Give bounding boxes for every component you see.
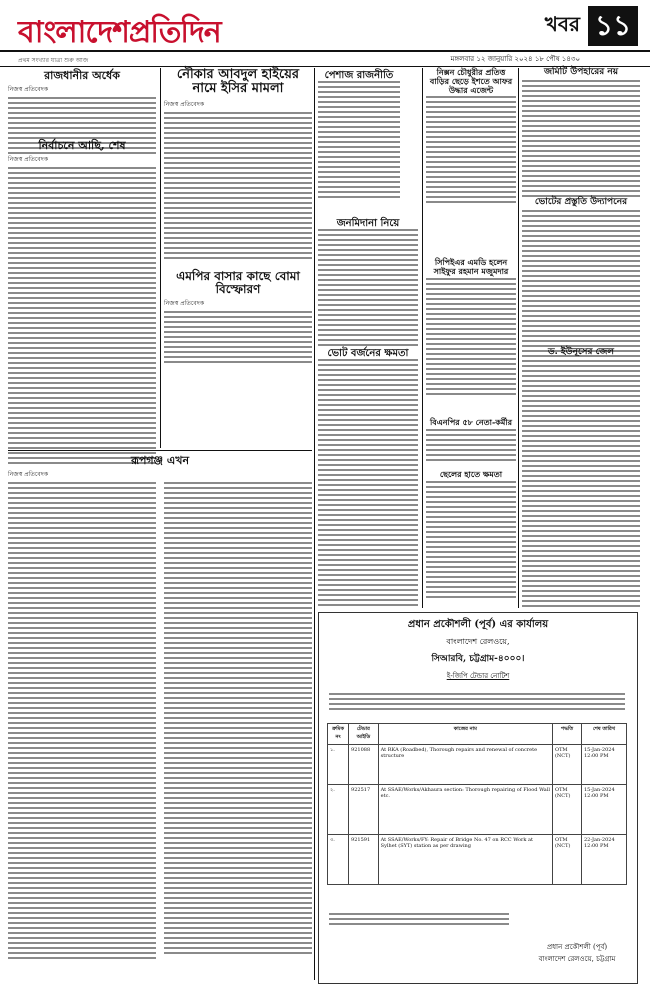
article-body [164,112,312,262]
cell: ৩. [328,835,349,885]
tender-table [327,723,627,885]
column-rule [160,68,161,448]
col-header: শেষ তারিখ [581,724,626,745]
article-a13 [8,455,312,992]
article-a7 [318,218,418,349]
col-header: পদ্ধতি [552,724,581,745]
table-row [328,835,627,885]
cell: 15-Jan-2024 12:00 PM [581,745,626,785]
headline: নৌকার আবদুল হাইয়ের নামে ইসির মামলা [176,67,300,97]
issue-date: মঙ্গলবার ১২ জানুয়ারি ২০২৪ ১৮ পৌষ ১৪৩০ [450,55,580,63]
headline: পেশাজ রাজনীতি [324,70,394,81]
article-a6 [522,68,640,200]
headline: রূপগঞ্জ এখন [130,454,190,467]
column-rule [314,68,315,980]
headline: ছেলের হাতে ক্ষমতা [439,469,503,479]
article-a9 [164,270,312,366]
cell: OTM (NCT) [552,745,581,785]
byline: নিজস্ব প্রতিবেদক [8,471,49,479]
signature-block [537,941,617,965]
cell: 921088 [349,745,379,785]
article-a8 [522,198,640,360]
cell: ১. [328,745,349,785]
cell: At SSAE/Works/Akhaura section: Thorough repairing of Flood Wall etc. [378,785,552,835]
headline: জনমিদানা নিয়ে [336,218,400,229]
article-a12 [522,348,640,610]
column-rule [518,68,519,608]
cell: 921591 [349,835,379,885]
article-body [426,429,516,464]
article-body [522,80,640,200]
headline: নির্বাচনে আছি, শেষ [38,139,126,152]
table-row [328,785,627,835]
article-body [318,81,400,201]
byline: নিজস্ব প্রতিবেদক [8,156,49,164]
article-body [426,96,516,206]
byline: নিজস্ব প্রতিবেদক [164,100,205,108]
article-a10 [318,348,418,609]
headline: বিএনপির ৫৮ নেতা-কর্মীর [429,417,513,427]
col-header: কাজের নাম [378,724,552,745]
cell: ২. [328,785,349,835]
cell: At RKA (Roadbed), Thorough repairs and renewal of concrete structure [378,745,552,785]
article-body [426,278,516,398]
dateline [0,50,650,67]
article-a4 [318,70,400,201]
byline: নিজস্ব প্রতিবেদক [8,86,49,94]
article-body [318,229,418,349]
cell: OTM (NCT) [552,835,581,885]
article-a14 [426,418,516,464]
cell: 22-Jan-2024 12:00 PM [581,835,626,885]
ad-org: বাংলাদেশ রেলওয়ে, [446,637,510,646]
horizontal-rule [8,450,312,451]
article-a5 [426,68,516,206]
ad-notice-title: ই-জিপি টেন্ডার নোটিশ [446,672,510,680]
newspaper-logo: বাংলাদেশপ্রতিদিন প্রথম সংখ্যার যাত্রা শুরু আজ [18,15,221,64]
article-body [164,311,312,366]
section-label: খবর [544,12,580,36]
ad-title: প্রধান প্রকৌশলী (পূর্ব) এর কার্যালয় [407,619,549,630]
table-row [328,745,627,785]
tender-notice-ad [318,612,638,984]
headline: জমিটি উপহারের নয় [543,67,619,77]
article-a2 [8,140,156,467]
column-rule [422,68,423,608]
page-number: ১১ [588,6,638,46]
headline: ড. ইউনূসের জেল [547,347,614,357]
cell: 922517 [349,785,379,835]
article-a3 [164,68,312,262]
signer-title: প্রধান প্রকৌশলী (পূর্ব) [546,943,608,951]
signer-org: বাংলাদেশ রেলওয়ে, চট্টগ্রাম [538,955,616,963]
article-body [522,360,640,610]
article-a15 [426,470,516,601]
article-body [8,167,156,467]
cell: 15-Jan-2024 12:00 PM [581,785,626,835]
cell: OTM (NCT) [552,785,581,835]
headline: নিক্সন চৌধুরীর প্রতিত্ত বাড়ির ছেড়ে ইশতে আফর উদ্ধার এজেন্ট [429,67,513,95]
headline: ভোটের প্রস্তুতি উদ্যাপনের [534,197,628,207]
cell: At SSAE/Works/FY: Repair of Bridge No. 47 on RCC Work at Sylhet (SYT) station as per drawing [378,835,552,885]
col-header: ক্রমিক নং [328,724,349,745]
article-body [8,482,312,992]
article-a11 [426,258,516,398]
article-body [318,359,418,609]
byline: নিজস্ব প্রতিবেদক [164,300,205,308]
headline: রাজধানীর অর্ধেক [44,69,120,82]
ad-address: সিআরবি, চট্টগ্রাম-৪০০০। [431,654,525,664]
col-header: টেন্ডার আইডি [349,724,379,745]
tagline: প্রথম সংখ্যার যাত্রা শুরু আজ [18,57,89,64]
ad-intro [329,693,625,713]
article-body [522,210,640,360]
headline: এমপির বাসার কাছে বোমা বিস্ফোরণ [176,269,300,297]
headline: ভোট বর্জনের ক্ষমতা [327,348,409,359]
article-body [426,481,516,601]
table-header [328,724,627,745]
ad-footer-text [329,913,509,928]
headline: সিপিইএর এমডি হলেন সাইফুর রহমান মজুমদার [433,257,509,276]
